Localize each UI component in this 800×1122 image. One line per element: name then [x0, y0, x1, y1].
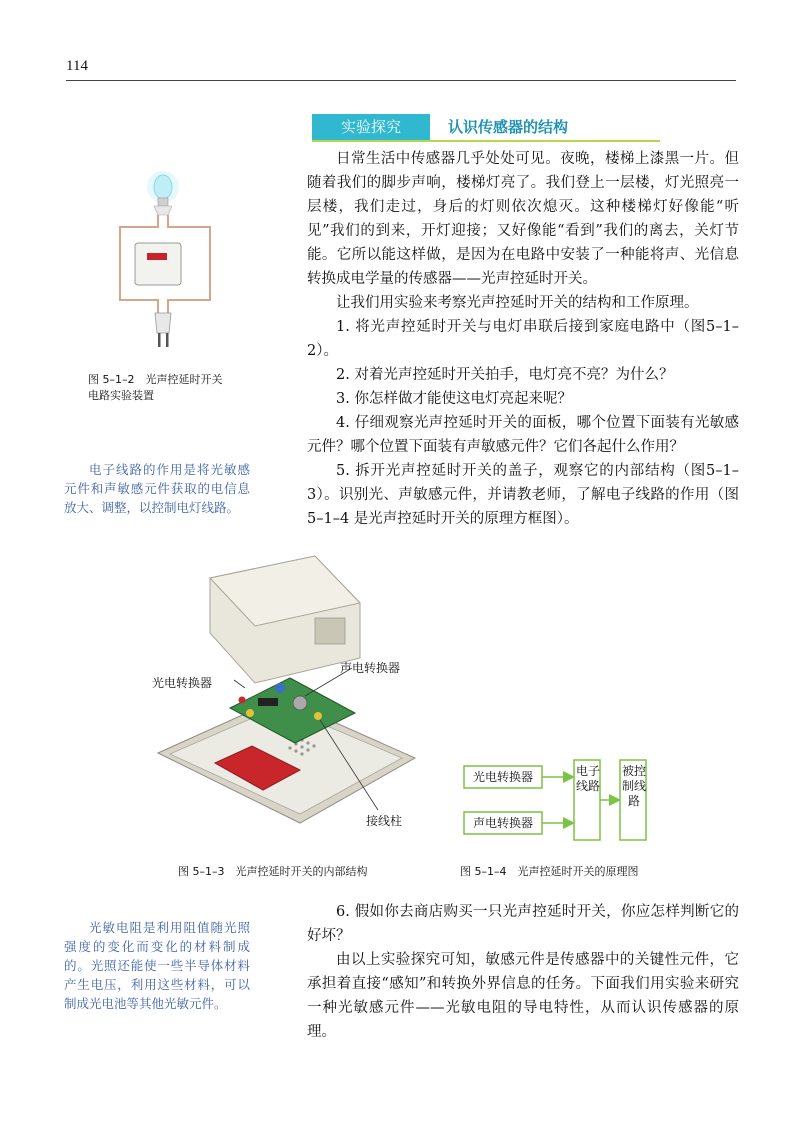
bottom-text — [307, 900, 739, 1044]
switch-indicator — [147, 253, 167, 260]
step-4: 4. 仔细观察光声控延时开关的面板，哪个位置下面装有光敏感元件？哪个位置下面装有声敏感元件？它们各起什么作用？ — [307, 415, 739, 455]
conclusion-paragraph: 由以上实验探究可知，敏感元件是传感器中的关键性元件，它承担着直接“感知”和转换外界信息的任务。下面我们用实验来研究一种光敏感元件——光敏电阻的导电特性，从而认识传感器的原理。 — [307, 952, 739, 1040]
step-1: 1. 将光声控延时开关与电灯串联后接到家庭电路中（图5–1–2）。 — [307, 319, 739, 359]
step-2: 2. 对着光声控延时开关拍手，电灯亮不亮？为什么？ — [336, 367, 674, 383]
main-text — [307, 147, 739, 531]
lamp-socket — [154, 206, 172, 215]
intro-paragraph: 日常生活中传感器几乎处处可见。夜晚，楼梯上漆黑一片。但随着我们的脚步声响，楼梯灯亮了。我们登上一层楼，灯光照亮一层楼，我们走过，身后的灯则依次熄灭。这种楼梯灯好像能“听见”我们的到来，开灯迎接；又好像能“看到”我们的离去，关灯节能。它所以能这样做，是因为在电路中安装了一种能将声、光信息转换成电学量的传感器——光声控延时开关。 — [307, 151, 739, 287]
leader-light — [234, 680, 245, 688]
lid-clip — [315, 618, 345, 644]
terminal-yellow — [314, 712, 322, 720]
label-light-converter: 光电转换器 — [152, 676, 213, 690]
photo-sensor — [239, 697, 246, 704]
microphone-component — [293, 696, 307, 710]
capacitor-blue — [275, 683, 285, 693]
circuit-setup-figure — [100, 165, 230, 365]
terminal-yellow-2 — [246, 709, 254, 717]
label-terminal: 接线柱 — [366, 814, 403, 828]
section-underline — [312, 140, 660, 142]
delay-switch — [135, 243, 181, 285]
step-5: 5. 拆开光声控延时开关的盖子，观察它的内部结构（图5–1–3）。识别光、声敏感元件，并请教老师，了解电子线路的作用（图5–1–4 是光声控延时开关的原理方框图）。 — [307, 463, 739, 527]
box-controlled-label: 被控制线路 — [622, 764, 647, 808]
plug-icon — [155, 313, 171, 333]
step-6: 6. 假如你去商店购买一只光声控延时开关，你应怎样判断它的好坏？ — [307, 904, 739, 944]
sidenote-electronic-circuit: 电子线路的作用是将光敏感元件和声敏感元件获取的电信息放大、调整，以控制电灯线路。 — [64, 462, 250, 515]
bulb-icon — [154, 175, 172, 199]
box-light-label: 光电转换器 — [472, 770, 534, 784]
ic-chip — [258, 698, 278, 706]
fig2-caption — [88, 372, 288, 404]
sidenote-photoresistor: 光敏电阻是利用阻值随光照强度的变化而变化的材料制成的。光照还能使一些半导体材料产生电压，利用这些材料，可以制成光电池等其他光敏元件。 — [64, 920, 250, 1011]
plug-pin-left — [158, 333, 161, 347]
plug-pin-right — [166, 333, 169, 347]
bulb-base — [158, 198, 168, 206]
box-circuit-label: 电子线路 — [576, 764, 601, 793]
step-3: 3. 你怎样做才能使这电灯亮起来呢？ — [336, 391, 572, 407]
experiment-intro: 让我们用实验来考察光声控延时开关的结构和工作原理。 — [336, 295, 699, 311]
fig2-caption-line1: 图 5–1–2 光声控延时开关 — [88, 373, 223, 386]
box-sound-label: 声电转换器 — [472, 816, 534, 830]
section-tag: 实验探究 — [312, 114, 430, 140]
fig4-caption: 图 5–1–4 光声控延时开关的原理图 — [460, 865, 639, 878]
fig3-caption: 图 5–1–3 光声控延时开关的内部结构 — [178, 865, 368, 878]
fig2-caption-line2: 电路实验装置 — [88, 389, 154, 402]
internal-structure-figure — [140, 548, 440, 848]
header-rule — [66, 80, 736, 81]
label-sound-converter: 声电转换器 — [340, 661, 401, 675]
page-number: 114 — [66, 58, 88, 74]
section-title: 认识传感器的结构 — [448, 118, 569, 136]
